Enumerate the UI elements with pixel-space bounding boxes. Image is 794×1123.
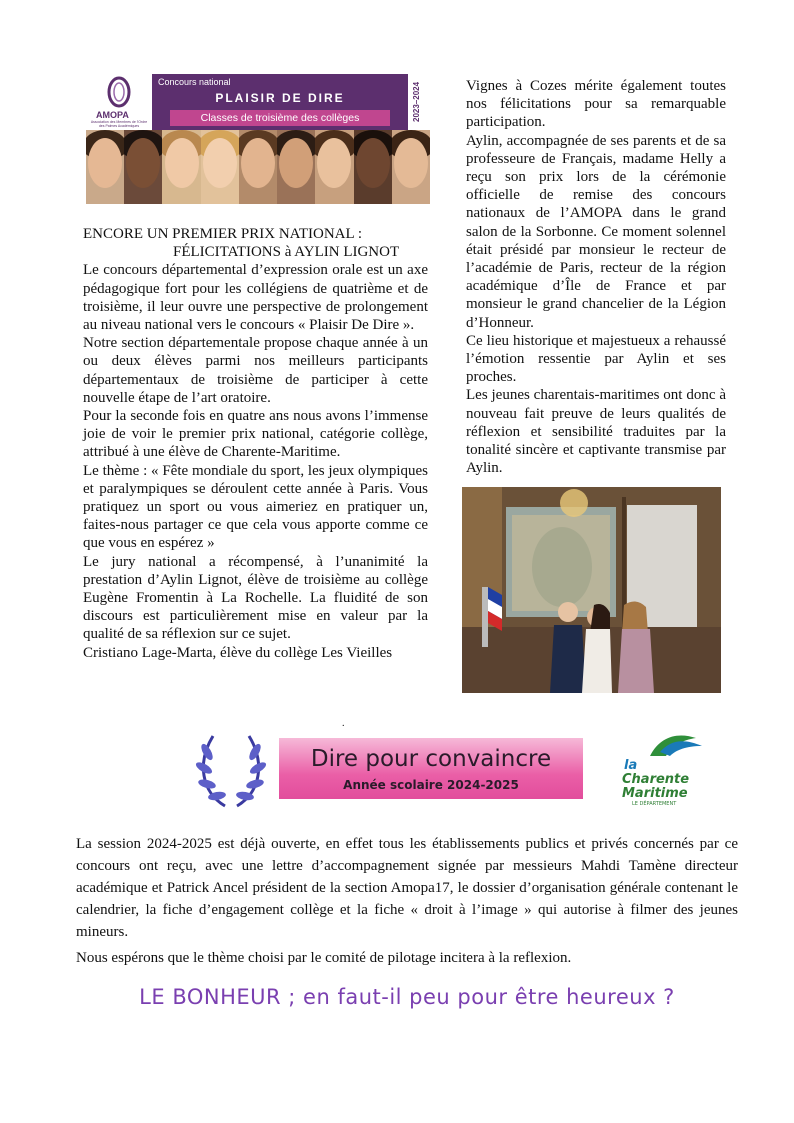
- palm-wreath-logo: [195, 730, 267, 810]
- separator-mark: .: [342, 718, 345, 729]
- ceremony-photo: [462, 487, 721, 693]
- banner-small-title: Concours national: [158, 77, 231, 87]
- banner2-subtitle: Année scolaire 2024-2025: [343, 778, 519, 792]
- article-heading-line1: ENCORE UN PREMIER PRIX NATIONAL :: [83, 226, 363, 242]
- paragraph: Pour la seconde fois en quatre ans nous avons l’immense joie de voir le premier prix national, catégorie collège, attribué à une élève de Charente-Maritime.: [83, 408, 428, 461]
- session-paragraph: La session 2024-2025 est déjà ouverte, en effet tous les établissements publics et privés concernés par ce concours ont reçu, avec une lettre d’accompagnement signée par messieurs Mahdi Tamène directeur académique et Patrick Ancel président de la section Amopa17, le dossier d’organisation générale contenant le calendrier, la fiche d’engagement collège et la fiche « droit à l’image » qui autorise à filmer des jeunes mineurs.: [76, 836, 738, 940]
- bird-icon: [620, 728, 708, 760]
- logo-line-maritime: Maritime: [622, 786, 688, 801]
- amopa-logo-caption: Association des Membres de l'Ordre des Palmes Académiques: [90, 120, 148, 128]
- paragraph: Ce lieu historique et majestueux a rehaussé l’émotion ressentie par Aylin et ses proches.: [466, 332, 726, 386]
- face-photo: [124, 130, 162, 204]
- paragraph: Aylin, accompagnée de ses parents et de sa professeure de Français, madame Helly a reçu son prix lors de la cérémonie officielle de remise des concours nationaux de l’AMOPA dans le grand salon de la Sorbonne. Ce moment solennel était présidé par monsieur le recteur de l’académie de Paris, recteur de la région académique d’Île de France et par monsieur le grand chancelier de la Légion d’Honneur.: [466, 132, 726, 331]
- face-photo: [86, 130, 124, 204]
- amopa-logo: [86, 74, 152, 130]
- face-photo: [392, 130, 430, 204]
- banner-faces-strip: [86, 130, 430, 204]
- logo-line-departement: LE DÉPARTEMENT: [632, 801, 677, 807]
- paragraph: Le thème : « Fête mondiale du sport, les jeux olympiques et paralympiques se déroulent cette année à Paris. Vous pratiquez un sport ou vous aimeriez en pratiquer un, faites-nous partager ce que cela vous apporte comme ce que vous en espérez »: [83, 462, 428, 552]
- amopa-logo-name: AMOPA: [96, 110, 129, 120]
- hope-paragraph: Nous espérons que le thème choisi par le comité de pilotage incitera à la reflexion.: [76, 950, 572, 966]
- palm-wreath-icon: [195, 730, 267, 810]
- banner-years: [408, 74, 430, 130]
- logo-line-charente: Charente: [622, 772, 690, 787]
- dire-pour-convaincre-banner: [279, 738, 583, 799]
- banner2-title: Dire pour convaincre: [310, 746, 552, 772]
- banner-subtitle: Classes de troisième des collèges: [170, 110, 390, 126]
- article-heading-line2: FÉLICITATIONS à AYLIN LIGNOT: [173, 244, 400, 261]
- face-photo: [277, 130, 315, 204]
- paragraph: Vignes à Cozes mérite également toutes nos félicitations pour sa remarquable participation.: [466, 78, 726, 131]
- paragraph: Le jury national a récompensé, à l’unanimité la prestation d’Aylin Lignot, élève de troisième au collège Eugène Fromentin à La Rochelle. La fluidité de son discours est particulièrement mise en valeur par la qualité de sa réflexion sur ce sujet.: [83, 553, 428, 643]
- paragraph: Le concours départemental d’expression orale est un axe pédagogique fort pour les collégiens de quatrième et de troisième, il leur ouvre une perspective de prolongement au niveau national vers le concours « Plaisir De Dire ».: [83, 262, 428, 334]
- paragraph: Notre section départementale propose chaque année à un ou deux élèves parmi nos meilleurs participants départementaux de troisième de participer à cette nouvelle étape de l’art oratoire.: [83, 335, 428, 406]
- amopa-wreath-icon: [86, 74, 152, 110]
- face-photo: [354, 130, 392, 204]
- face-photo: [315, 130, 353, 204]
- paragraph: Cristiano Lage-Marta, élève du collège Les Vieilles: [83, 644, 393, 661]
- banner-title: PLAISIR DE DIRE: [215, 91, 345, 105]
- theme-heading: LE BONHEUR ; en faut-il peu pour être heureux ?: [139, 985, 675, 1009]
- face-photo: [162, 130, 200, 204]
- plaisir-de-dire-banner: [86, 74, 430, 204]
- banner-years-text: 2023–2024: [412, 81, 421, 122]
- right-column: [466, 77, 726, 477]
- logo-line-la: la: [624, 758, 638, 773]
- charente-maritime-logo: [620, 728, 708, 810]
- face-photo: [201, 130, 239, 204]
- paragraph: Les jeunes charentais-maritimes ont donc à nouveau fait preuve de leurs qualités de réflexion et sensibilité traduites par la tonalité sincère et captivante transmise par Aylin.: [466, 387, 726, 477]
- left-column: [83, 225, 428, 662]
- face-photo: [239, 130, 277, 204]
